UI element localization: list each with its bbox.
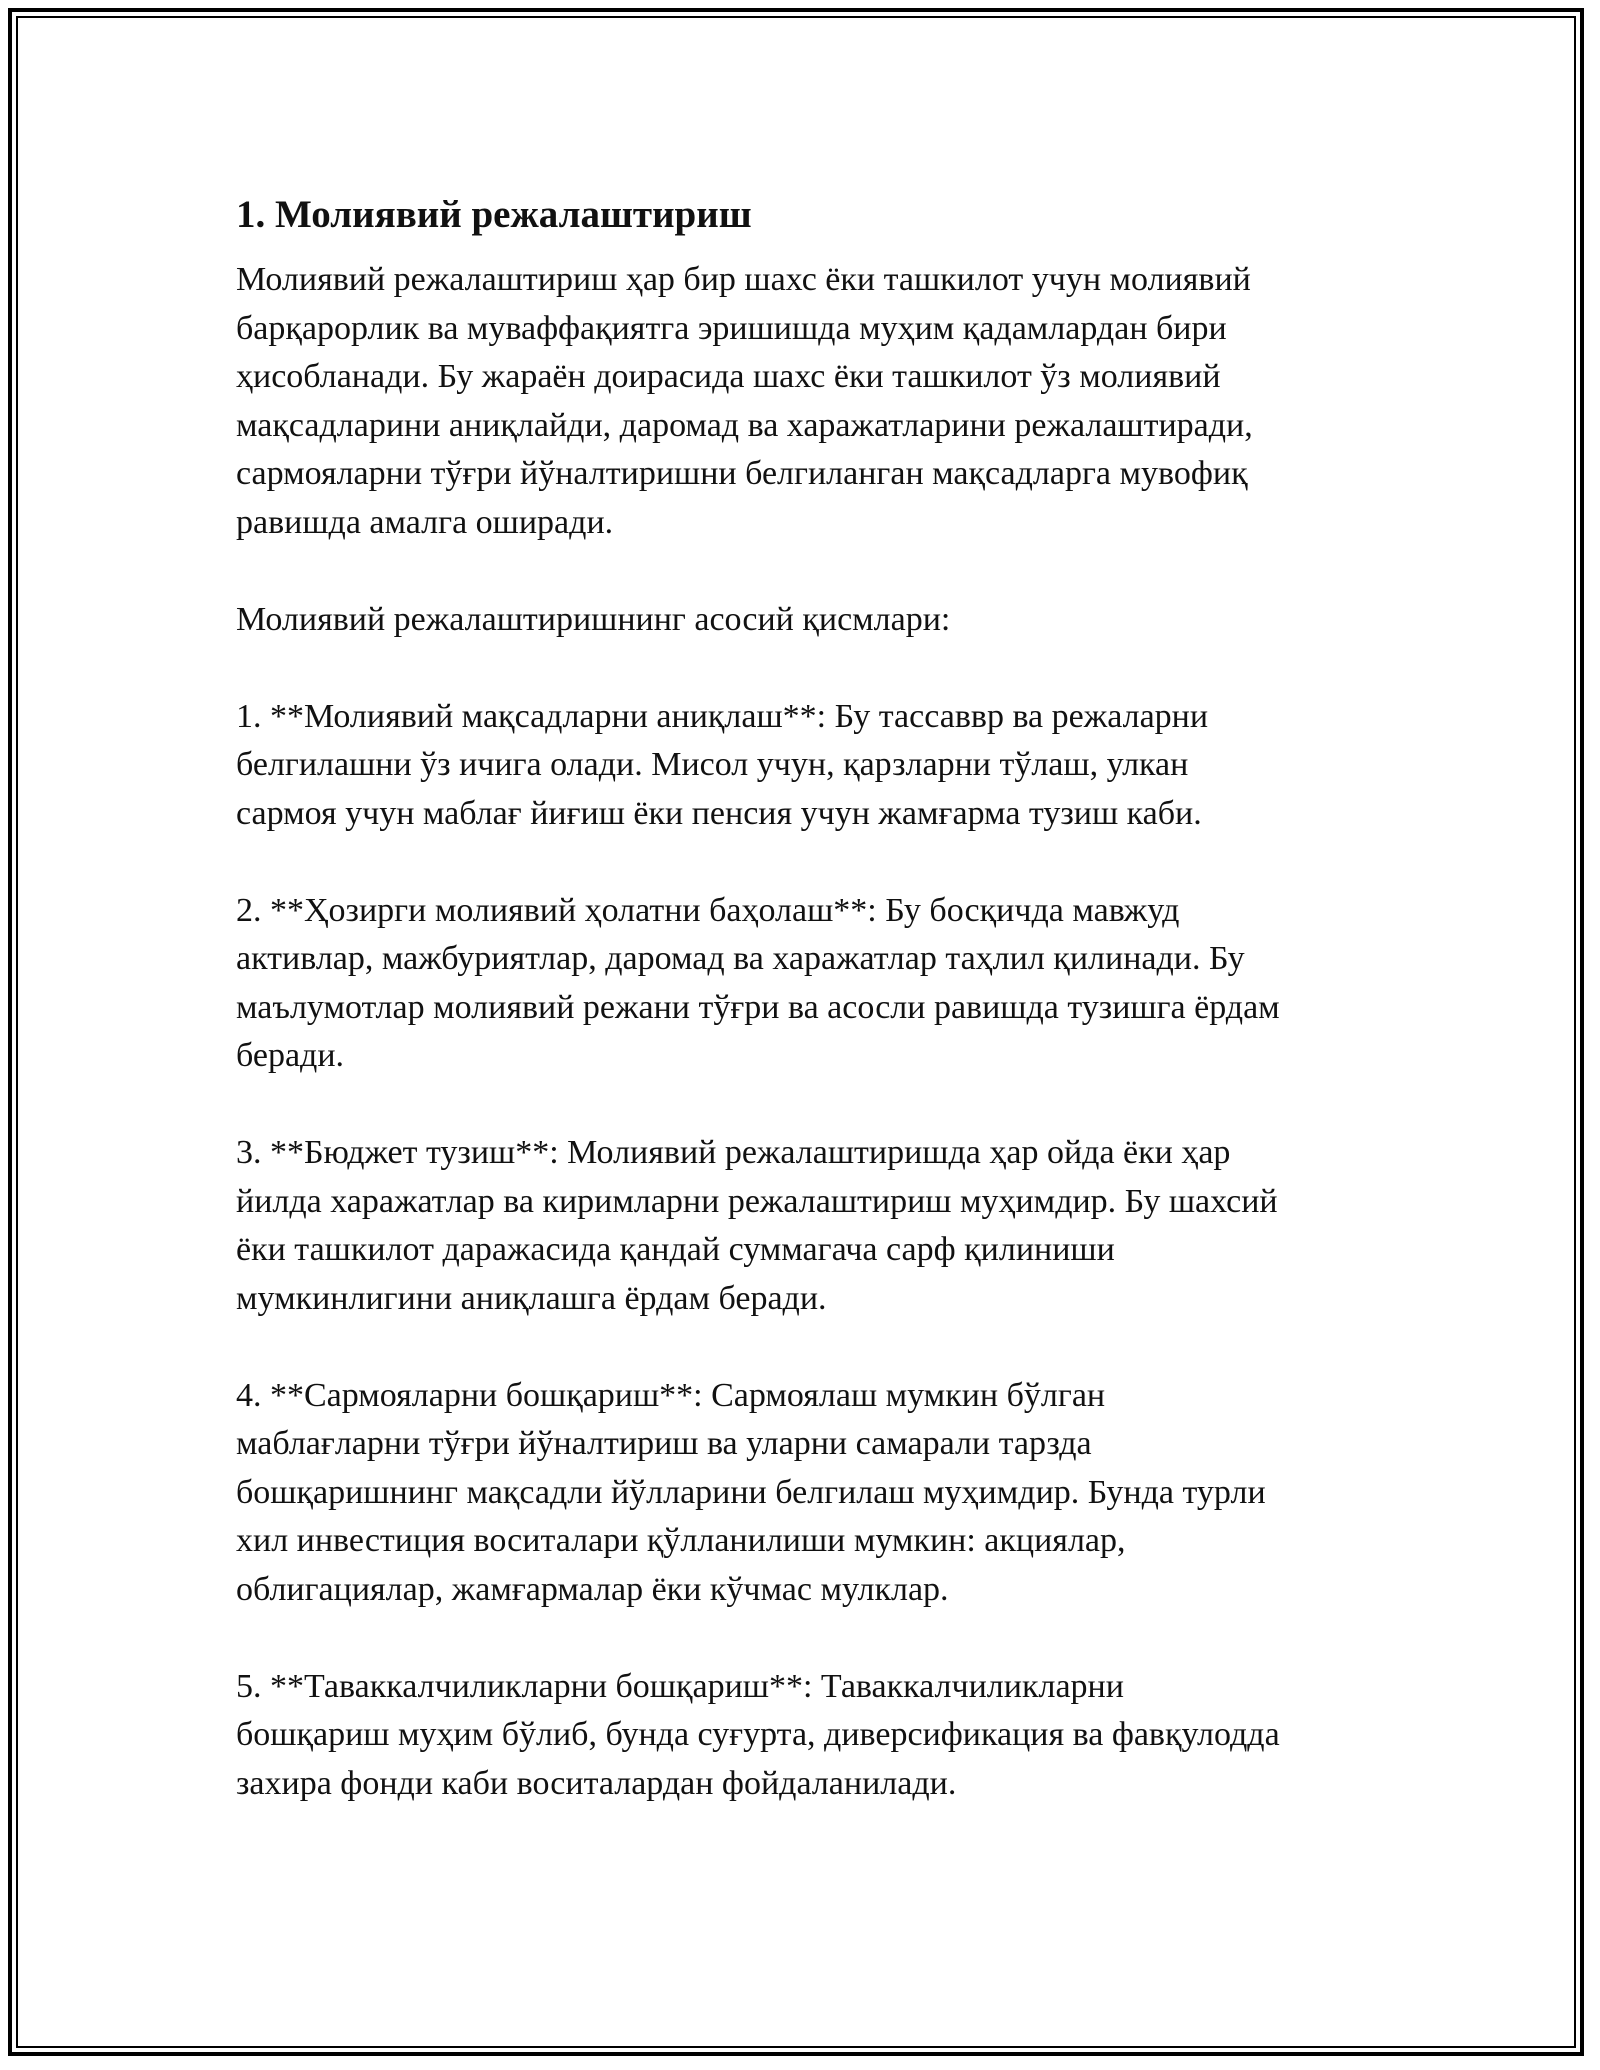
- document-body: [236, 188, 1376, 1857]
- list-item-risks: 5. **Таваккалчиликларни бошқариш**: Таваккалчиликларни бошқариш муҳим бўлиб, бунда суғурта, диверсификация ва фавқулодда захира фонди каби воситалардан фойдаланилади.: [236, 1667, 1280, 1802]
- section-heading: 1. Молиявий режалаштириш: [236, 193, 752, 236]
- list-item-assessment: 2. **Ҳозирги молиявий ҳолатни баҳолаш**: Бу босқичда мавжуд активлар, мажбуриятлар, даромад ва харажатлар таҳлил қилинади. Бу маълумотлар молиявий режани тўғри ва асосли равишда тузишга ёрдам беради.: [236, 891, 1280, 1074]
- list-item-investments: 4. **Сармояларни бошқариш**: Сармоялаш мумкин бўлган маблағларни тўғри йўналтириш ва уларни самарали тарзда бошқаришнинг мақсадли йўлларини белгилаш муҳимдир. Бунда турли хил инвестиция воситалари қўлланилиши мумкин: акциялар, облигациялар, жамғармалар ёки кўчмас мулклар.: [236, 1376, 1266, 1608]
- intro-paragraph: Молиявий режалаштириш ҳар бир шахс ёки ташкилот учун молиявий барқарорлик ва муваффақиятга эришишда муҳим қадамлардан бири ҳисобланади. Бу жараён доирасида шахс ёки ташкилот ўз молиявий мақсадларини аниқлайди, даромад ва харажатларини режалаштиради, сармояларни тўғри йўналтиришни белгиланган мақсадларга мувофиқ равишда амалга оширади.: [236, 261, 1253, 541]
- list-item-goals: 1. **Молиявий мақсадларни аниқлаш**: Бу тассаввр ва режаларни белгилашни ўз ичига олади. Мисол учун, қарзларни тўлаш, улкан сармоя учун маблағ йиғиш ёки пенсия учун жамғарма тузиш каби.: [236, 697, 1209, 832]
- parts-intro: Молиявий режалаштиришнинг асосий қисмлари:: [236, 600, 951, 638]
- list-item-budget: 3. **Бюджет тузиш**: Молиявий режалаштиришда ҳар ойда ёки ҳар йилда харажатлар ва киримларни режалаштириш муҳимдир. Бу шахсий ёки ташкилот даражасида қандай суммагача сарф қилиниши мумкинлигини аниқлашга ёрдам беради.: [236, 1134, 1278, 1317]
